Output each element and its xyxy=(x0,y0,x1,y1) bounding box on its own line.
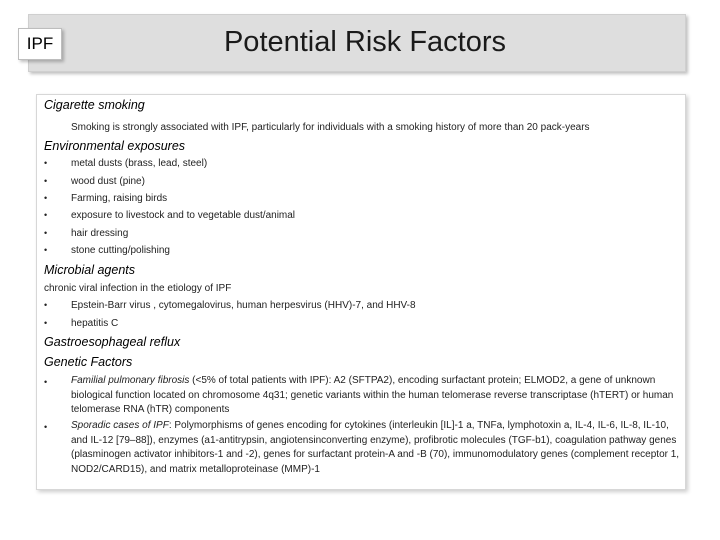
environmental-item: metal dusts (brass, lead, steel) xyxy=(71,158,208,169)
ipf-tag: IPF xyxy=(18,28,62,60)
familial-label: Familial pulmonary fibrosis xyxy=(71,375,190,386)
microbial-item: Epstein-Barr virus , cytomegalovirus, human herpesvirus (HHV)-7, and HHV-8 xyxy=(71,300,416,311)
bullet-icon: • xyxy=(44,193,48,203)
environmental-item: wood dust (pine) xyxy=(71,176,145,187)
bullet-icon: • xyxy=(44,318,48,328)
environmental-item: hair dressing xyxy=(71,228,129,239)
environmental-item: Farming, raising birds xyxy=(71,193,168,204)
sporadic-text: : Polymorphisms of genes encoding for cytokines (interleukin [IL]-1 a, TNFa, lymphotoxin a, IL-4, IL-6, IL-8, IL-10, and IL-12 [79–88]), enzymes (a1-antitrypsin, angiotensinconverting enzyme), profibrotic molecules (TGF-b1), coagulation pathway genes (plasminogen activator inhibitors-1 and -2), genes for surfactant protein-A and -B (70), immunomodulatory genes (complement receptor 1, NOD2/CARD15), and matrix metalloproteinase (MMP)-1 xyxy=(71,420,680,475)
sporadic-label: Sporadic cases of IPF xyxy=(71,420,169,431)
smoking-text: Smoking is strongly associated with IPF, particularly for individuals with a smoking history of more than 20 pack-years xyxy=(71,122,590,133)
genetic-item-familial xyxy=(71,374,683,418)
microbial-item: hepatitis C xyxy=(71,318,119,329)
bullet-icon: • xyxy=(44,245,48,255)
bullet-icon: • xyxy=(44,176,48,186)
genetic-heading: Genetic Factors xyxy=(44,355,133,369)
microbial-intro: chronic viral infection in the etiology of IPF xyxy=(44,283,232,294)
bullet-icon: • xyxy=(44,158,48,168)
bullet-icon: • xyxy=(44,377,48,387)
reflux-heading: Gastroesophageal reflux xyxy=(44,335,181,349)
bullet-icon: • xyxy=(44,422,48,432)
familial-text: (<5% of total patients with IPF): A2 (SFTPA2), encoding surfactant protein; ELMOD2, a gene of unknown biological function located on chromosome 4q31; genetic variants within the human telomerase reverse transcriptase (hTERT) or human telomerase RNA (hTR) components xyxy=(71,375,674,415)
smoking-heading: Cigarette smoking xyxy=(44,98,145,112)
bullet-icon: • xyxy=(44,300,48,310)
genetic-item-sporadic xyxy=(71,419,683,477)
environmental-item: stone cutting/polishing xyxy=(71,245,170,256)
environmental-heading: Environmental exposures xyxy=(44,139,186,153)
page-title: Potential Risk Factors xyxy=(223,26,507,58)
bullet-icon: • xyxy=(44,228,48,238)
bullet-icon: • xyxy=(44,210,48,220)
microbial-heading: Microbial agents xyxy=(44,263,136,277)
environmental-item: exposure to livestock and to vegetable dust/animal xyxy=(71,210,296,221)
